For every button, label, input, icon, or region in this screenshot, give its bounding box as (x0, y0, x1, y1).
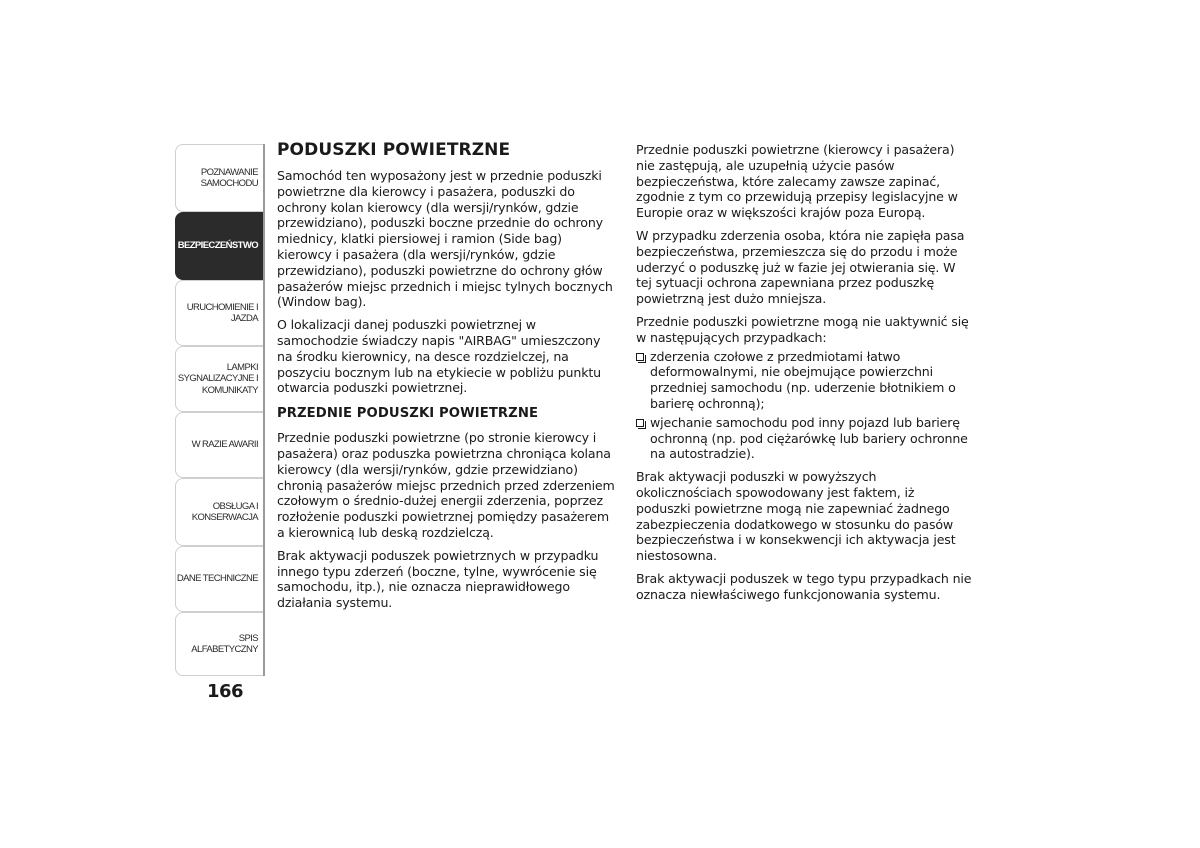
section-subtitle: PRZEDNIE PODUSZKI POWIETRZNE (277, 406, 539, 422)
bullet-text: wjechanie samochodu pod inny pojazd lub barierę ochronną (np. pod ciężarówkę lub bariery ochronne na autostradzie). (650, 414, 968, 462)
paragraph: Przednie poduszki powietrzne (kierowcy i pasażera) nie zastępują, ale uzupełnią użycie pasów bezpieczeństwa, które zalecamy zawsze zapinać, zgodnie z tym co przewidują przepisy legislacyjne w Europie oraz w większości krajów poza Europą. (636, 142, 958, 221)
paragraph: Samochód ten wyposażony jest w przednie poduszki powietrzne dla kierowcy i pasażera, poduszki do ochrony kolan kierowcy (dla wersji/rynków, gdzie przewidziano), poduszki boczne przednie do ochrony miednicy, klatki piersiowej i ramion (Side bag) kierowcy i pasażera (dla wersji/rynków, gdzie przewidziano), poduszki powietrzne do ochrony głów pasażerów miejsc przednich i miejsc tylnych bocznych (Window bag). (277, 168, 613, 310)
tab-uruchomienie-i-jazda[interactable] (175, 280, 263, 346)
bullet-item (636, 349, 972, 412)
bullet-item (636, 415, 972, 462)
paragraph: Przednie poduszki powietrzne mogą nie uaktywnić się w następujących przypadkach: (636, 313, 969, 345)
tab-label: POZNAWANIE SAMOCHODU (200, 166, 258, 189)
section-title: PODUSZKI POWIETRZNE (277, 140, 511, 160)
bullet-text: zderzenia czołowe z przedmiotami łatwo deformowalnymi, nie obejmujące powierzchni przedniej samochodu (np. uderzenie błotnikiem o barierę ochronną); (650, 348, 956, 411)
square-bullet-icon (636, 353, 644, 361)
tab-lampki-sygnalizacyjne[interactable] (175, 346, 263, 412)
tab-label: URUCHOMIENIE I JAZDA (186, 301, 258, 324)
tab-bezpieczenstwo[interactable] (175, 212, 263, 280)
left-column (277, 140, 617, 618)
tab-poznawanie-samochodu[interactable] (175, 144, 263, 212)
paragraph: Przednie poduszki powietrzne (po stronie kierowcy i pasażera) oraz poduszka powietrzna chroniąca kolana kierowcy (dla wersji/rynków, gdzie przewidziano) chronią pasażerów miejsc przednich przed zderzeniem czołowym o średnio-dużej energii zderzenia, poprzez rozłożenie poduszki powietrznej pomiędzy pasażerem a kierownicą lub deską rozdzielczą. (277, 430, 615, 540)
paragraph: Brak aktywacji poduszki w powyższych okolicznościach spowodowany jest faktem, iż poduszki powietrzne mogą nie zapewniać żadnego zabezpieczenia dodatkowego w stosunku do pasów bezpieczeństwa i w konsekwencji ich aktywacja jest niestosowna. (636, 469, 956, 564)
tab-label: W RAZIE AWARII (191, 439, 258, 451)
paragraph: Brak aktywacji poduszek w tego typu przypadkach nie oznacza niewłaściwego funkcjonowania systemu. (636, 570, 972, 602)
square-bullet-icon (636, 419, 644, 427)
tab-label: SPIS ALFABETYCZNY (191, 632, 258, 655)
tab-label: BEZPIECZEŃSTWO (177, 240, 258, 252)
right-column (636, 142, 972, 610)
page-number: 166 (207, 681, 244, 702)
paragraph: Brak aktywacji poduszek powietrznych w przypadku innego typu zderzeń (boczne, tylne, wywrócenie się samochodu, itp.), nie oznacza nieprawidłowego działania systemu. (277, 547, 599, 611)
tab-label: LAMPKI SYGNALIZACYJNE I KOMUNIKATY (177, 361, 258, 396)
tab-label: OBSŁUGA I KONSERWACJA (191, 500, 258, 523)
tab-dane-techniczne[interactable] (175, 546, 263, 612)
paragraph: W przypadku zderzenia osoba, która nie zapięła pasa bezpieczeństwa, przemieszcza się do przodu i może uderzyć o poduszkę już w fazie jej otwierania się. W tej sytuacji ochrona zapewniana przez poduszkę powietrzną jest dużo mniejsza. (636, 227, 965, 307)
tabs-divider (263, 144, 265, 676)
tab-label: DANE TECHNICZNE (176, 573, 258, 585)
tab-w-razie-awarii[interactable] (175, 412, 263, 478)
tab-obsluga-i-konserwacja[interactable] (175, 478, 263, 546)
paragraph: O lokalizacji danej poduszki powietrznej w samochodzie świadczy napis "AIRBAG" umieszczony na środku kierownicy, na desce rozdzielczej, na poszyciu bocznym lub na etykiecie w pobliżu punktu otwarcia poduszki powietrznej. (277, 317, 601, 396)
tab-spis-alfabetyczny[interactable] (175, 612, 263, 676)
